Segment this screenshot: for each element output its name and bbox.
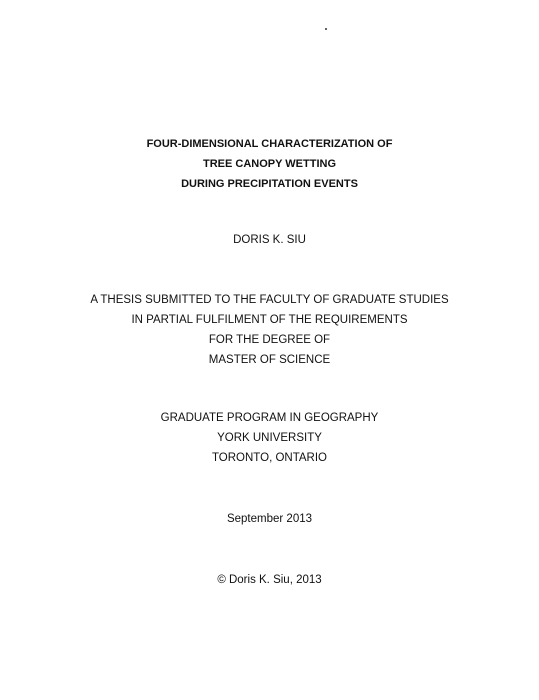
author-block <box>0 230 539 250</box>
title-line: TREE CANOPY WETTING <box>202 158 337 170</box>
location-line: TORONTO, ONTARIO <box>211 452 327 464</box>
thesis-statement-line: FOR THE DEGREE OF <box>208 334 331 346</box>
program-block <box>0 408 539 468</box>
university-line: YORK UNIVERSITY <box>217 432 322 444</box>
submission-date: September 2013 <box>226 513 313 525</box>
scan-speck <box>325 28 327 30</box>
copyright-notice: © Doris K. Siu, 2013 <box>217 574 322 586</box>
thesis-statement-line: IN PARTIAL FULFILMENT OF THE REQUIREMENTS <box>131 314 408 326</box>
copyright-block <box>0 570 539 590</box>
author-name: DORIS K. SIU <box>233 234 306 246</box>
thesis-statement <box>0 290 539 370</box>
thesis-statement-line: A THESIS SUBMITTED TO THE FACULTY OF GRADUATE STUDIES <box>90 294 449 306</box>
date-block <box>0 509 539 529</box>
title-line: FOUR-DIMENSIONAL CHARACTERIZATION OF <box>146 138 393 150</box>
program-line: GRADUATE PROGRAM IN GEOGRAPHY <box>160 412 379 424</box>
thesis-statement-line: MASTER OF SCIENCE <box>208 354 331 366</box>
thesis-title <box>0 134 539 194</box>
title-line: DURING PRECIPITATION EVENTS <box>181 178 358 190</box>
